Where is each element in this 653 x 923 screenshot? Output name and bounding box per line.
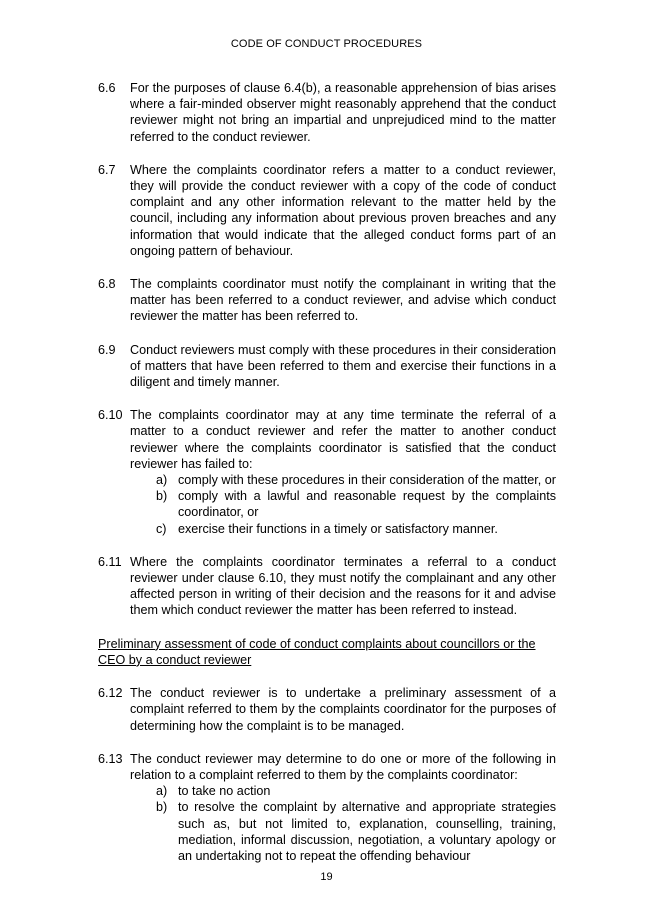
sub-item [130,799,556,864]
clause-6-13 [98,751,556,864]
clause-6-7 [98,162,556,259]
clause-6-12 [98,685,556,734]
clause-number: 6.12 [98,686,123,701]
sub-item-letter: a) [156,784,168,799]
sub-item [130,521,556,537]
clause-text: For the purposes of clause 6.4(b), a reasonable apprehension of bias arises where a fair-minded observer might reasonably apprehend that the conduct reviewer might not bring an impartial and unprejudiced mind to the matter referred to the conduct reviewer. [130,81,556,144]
sub-item [130,488,556,520]
clause-number: 6.13 [98,751,123,766]
clause-number: 6.9 [98,342,116,357]
sub-item-letter: b) [156,800,168,815]
clause-number: 6.8 [98,277,116,292]
sub-list [130,783,556,864]
section-heading: Preliminary assessment of code of conduct complaints about councillors or the CEO by a conduct reviewer [98,636,536,667]
clause-6-6 [98,80,556,145]
clause-text: Where the complaints coordinator refers a matter to a conduct reviewer, they will provide the conduct reviewer with a copy of the code of conduct complaint and any other information relevant to the matter held by the council, including any information about previous proven breaches and any information that would indicate that the alleged conduct forms part of an ongoing pattern of behaviour. [130,162,556,258]
clause-text: The conduct reviewer may determine to do one or more of the following in relation to a complaint referred to them by the complaints coordinator: [130,751,556,782]
sub-item-text: exercise their functions in a timely or satisfactory manner. [178,521,498,536]
clause-number: 6.10 [98,408,123,423]
sub-list [130,472,556,537]
page-number: 19 [320,871,333,883]
page-header: CODE OF CONDUCT PROCEDURES [230,38,423,50]
sub-item-text: to resolve the complaint by alternative and appropriate strategies such as, but not limited to, explanation, counselling, training, mediation, informal discussion, negotiation, a voluntary apology or an undertaking not to repeat the offending behaviour [178,800,556,863]
clause-text: Conduct reviewers must comply with these procedures in their consideration of matters that have been referred to them and exercise their functions in a diligent and timely manner. [130,342,556,390]
clause-number: 6.6 [98,81,116,95]
clause-text: Where the complaints coordinator terminates a referral to a conduct reviewer under clause 6.10, they must notify the complainant and any other affected person in writing of their decision and the reasons for it and advise them which conduct reviewer the matter has been referred to instead. [130,554,556,618]
clause-6-11 [98,554,556,619]
sub-item [130,472,556,488]
page-content [98,80,556,881]
sub-item-letter: a) [156,473,168,488]
sub-item-text: comply with a lawful and reasonable request by the complaints coordinator, or [178,489,556,520]
clause-6-10 [98,407,556,537]
sub-item [130,783,556,799]
sub-item-letter: c) [156,521,167,536]
clause-text: The complaints coordinator must notify the complainant in writing that the matter has been referred to a conduct reviewer, and advise which conduct reviewer the matter has been referred to. [130,277,556,324]
clause-6-8 [98,276,556,325]
sub-item-letter: b) [156,489,168,504]
clause-6-9 [98,342,556,391]
clause-text: The complaints coordinator may at any time terminate the referral of a matter to a conduct reviewer and refer the matter to another conduct reviewer where the complaints coordinator is satisfied that the conduct reviewer has failed to: [130,408,556,471]
clause-number: 6.11 [98,554,122,569]
sub-item-text: to take no action [178,784,271,799]
clause-text: The conduct reviewer is to undertake a preliminary assessment of a complaint referred to them by the complaints coordinator for the purposes of determining how the complaint is to be managed. [130,686,556,733]
clause-number: 6.7 [98,162,116,177]
sub-item-text: comply with these procedures in their consideration of the matter, or [178,473,557,488]
